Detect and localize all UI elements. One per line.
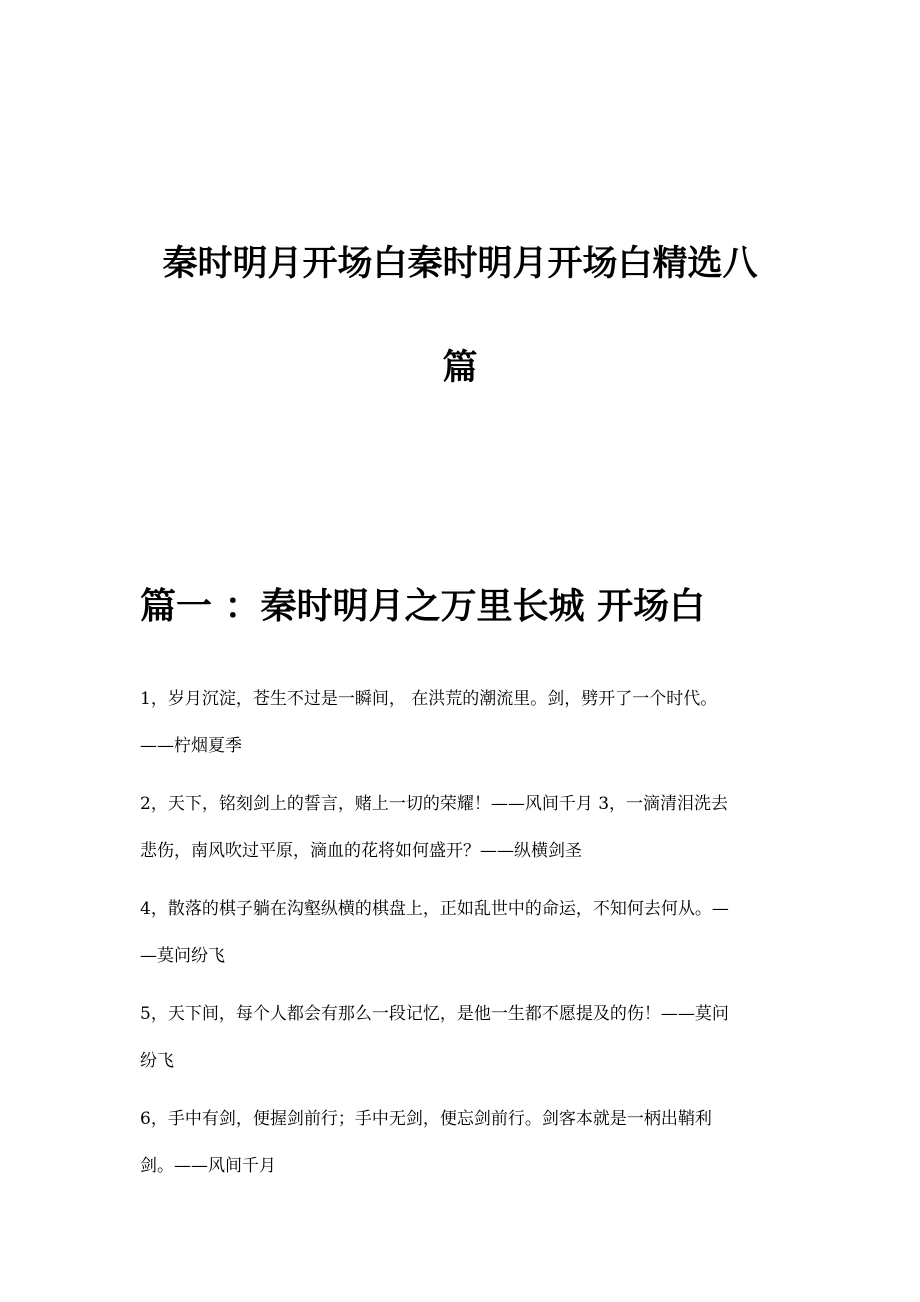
paragraph-line: 纷飞 [140, 1051, 174, 1071]
section-heading: 篇一 ：秦时明月之万里长城 开场白 [140, 586, 706, 627]
document-title-line-2: 篇 [442, 348, 478, 388]
paragraph-line: 2，天下，铭刻剑上的誓言，赌上一切的荣耀！——风间千月 3，一滴清泪洗去 [140, 794, 729, 814]
paragraph-line: —莫问纷飞 [140, 946, 225, 966]
paragraph-line: 悲伤，南风吹过平原，滴血的花将如何盛开？——纵横剑圣 [140, 841, 582, 861]
paragraph-line: 6，手中有剑，便握剑前行；手中无剑，便忘剑前行。剑客本就是一柄出鞘利 [140, 1109, 712, 1129]
paragraph-4 [140, 991, 785, 1085]
paragraph-1 [140, 676, 785, 770]
paragraph-2 [140, 781, 785, 875]
document-title-line-1: 秦时明月开场白秦时明月开场白精选八 [162, 244, 758, 284]
paragraph-line: ——柠烟夏季 [140, 736, 242, 756]
document-body [140, 676, 785, 1201]
paragraph-line: 4，散落的棋子躺在沟壑纵横的棋盘上，正如乱世中的命运，不知何去何从。— [140, 899, 729, 919]
paragraph-3 [140, 886, 785, 980]
paragraph-line: 1，岁月沉淀，苍生不过是一瞬间， 在洪荒的潮流里。剑，劈开了一个时代。 [140, 689, 718, 709]
paragraph-5 [140, 1096, 785, 1190]
paragraph-line: 5，天下间，每个人都会有那么一段记忆，是他一生都不愿提及的伤！——莫问 [140, 1004, 729, 1024]
paragraph-line: 剑。——风间千月 [140, 1156, 276, 1176]
document-title [130, 212, 790, 420]
